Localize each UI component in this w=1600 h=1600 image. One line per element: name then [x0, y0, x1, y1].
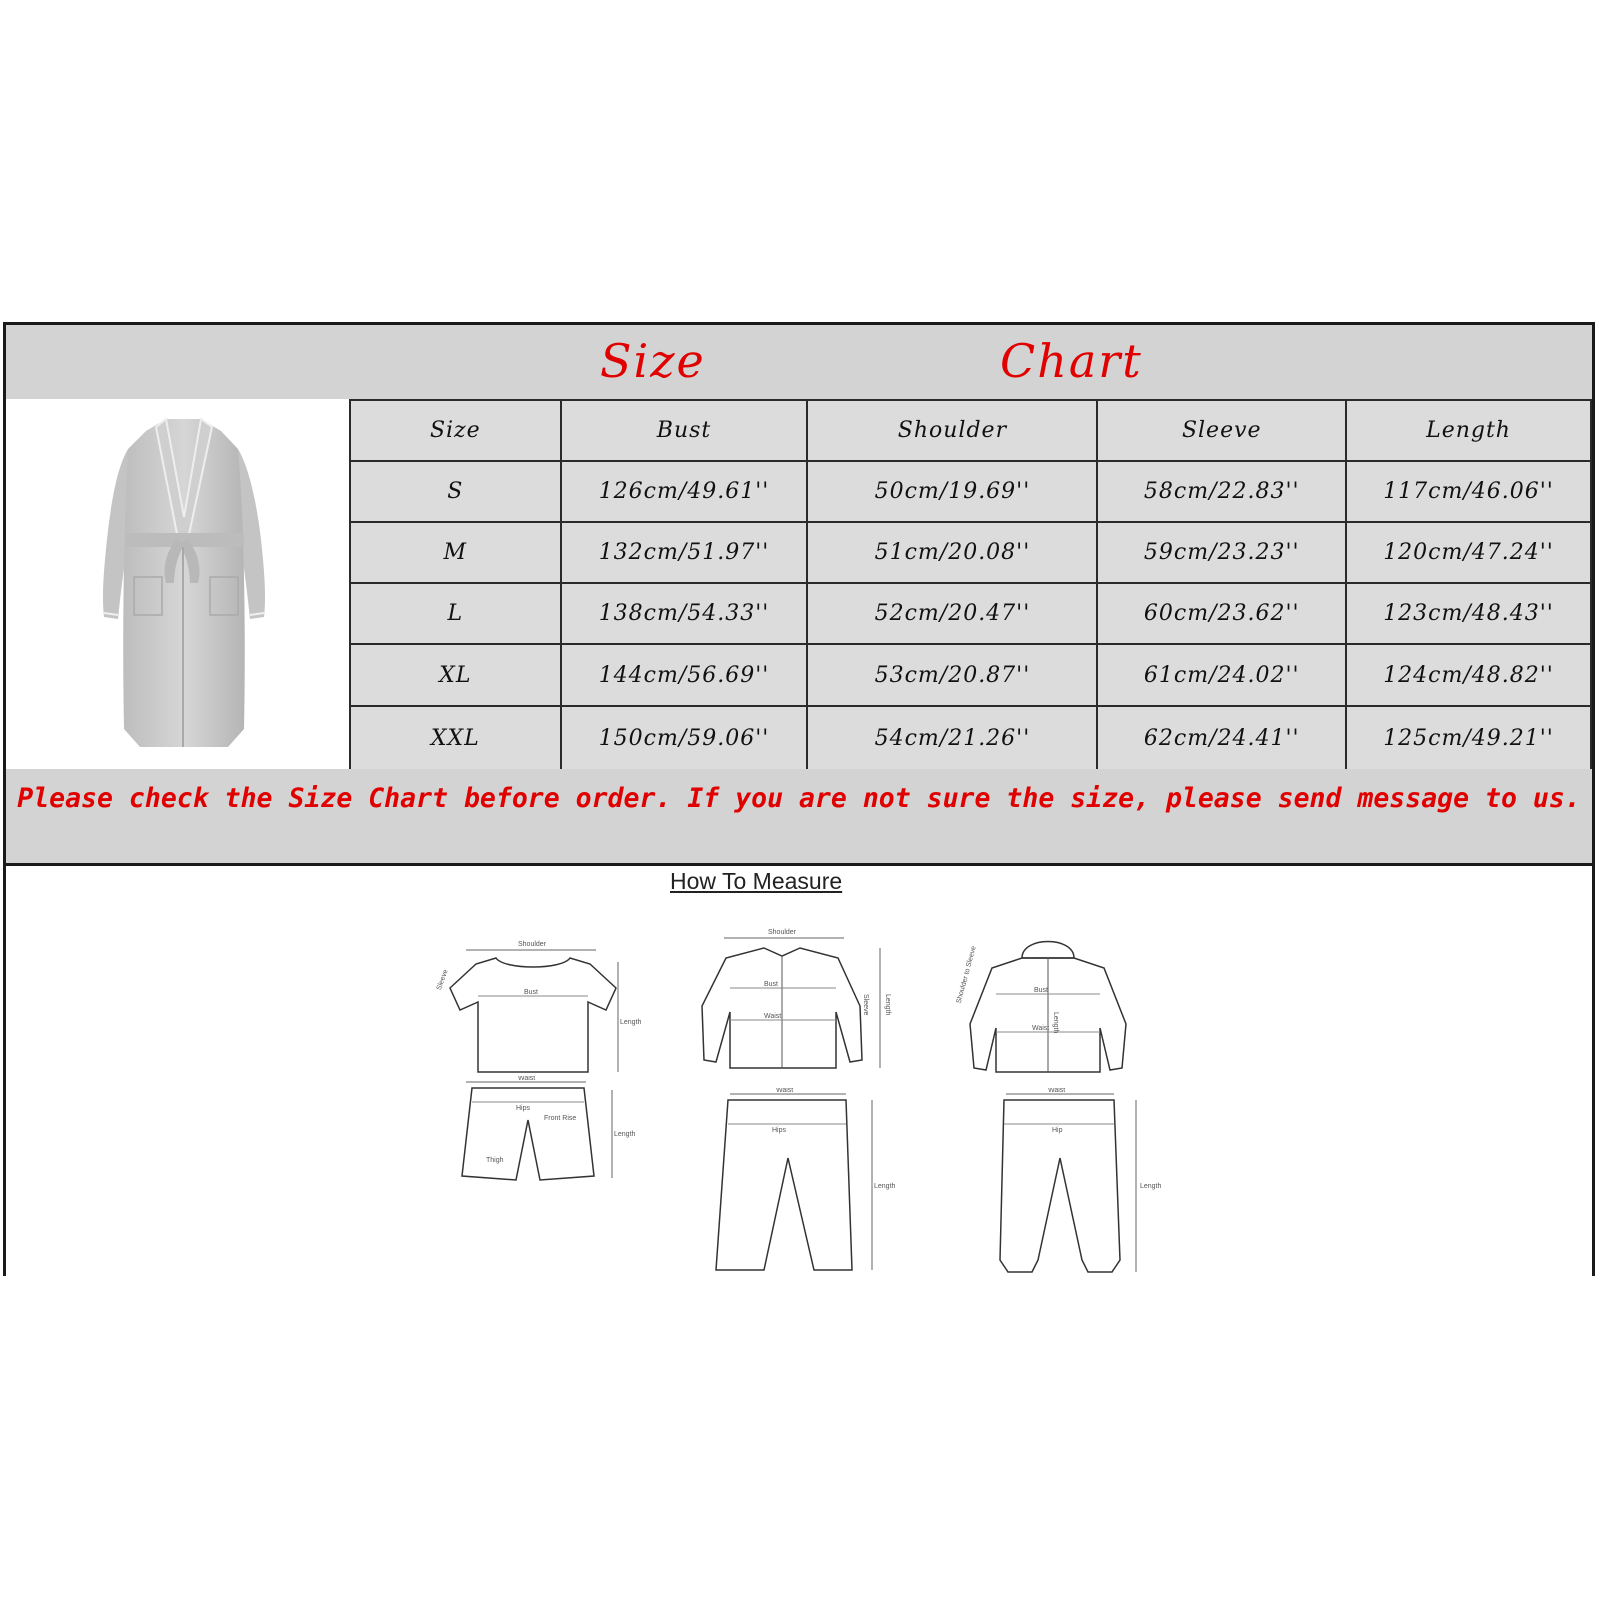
header-size: Size — [350, 400, 561, 461]
pants-waist-label: Waist — [776, 1088, 794, 1094]
product-image — [6, 399, 349, 769]
cell-length: 124cm/48.82'' — [1346, 644, 1591, 706]
cell-bust: 126cm/49.61'' — [561, 461, 808, 522]
robe-illustration — [6, 399, 349, 769]
shirt-waist-label: Waist — [764, 1013, 782, 1020]
joggers-hip-label: Hip — [1052, 1127, 1063, 1134]
shorts-waist-label: Waist — [518, 1076, 536, 1082]
cell-bust: 132cm/51.97'' — [561, 522, 808, 583]
table-row — [350, 522, 1591, 583]
shorts-front-rise-label: Front Rise — [544, 1115, 577, 1122]
header-shoulder: Shoulder — [807, 400, 1097, 461]
size-chart — [3, 322, 1595, 1276]
table-row — [350, 644, 1591, 706]
how-to-measure — [6, 863, 1592, 1276]
size-note: Please check the Size Chart before order. If you are not sure the size, please send message to us. — [6, 769, 1592, 863]
cell-bust: 150cm/59.06'' — [561, 706, 808, 770]
cell-sleeve: 61cm/24.02'' — [1097, 644, 1346, 706]
pants-length-label: Length — [874, 1183, 896, 1190]
hoodie-diagram — [956, 928, 1176, 1088]
hoodie-length-label: Length — [1052, 1012, 1059, 1034]
cell-bust: 138cm/54.33'' — [561, 583, 808, 644]
title-chart: Chart — [1000, 334, 1143, 388]
shirt-length-label: Length — [884, 994, 891, 1016]
tee-length-label: Length — [620, 1019, 642, 1026]
hoodie-waist-label: Waist — [1032, 1025, 1050, 1032]
cell-shoulder: 52cm/20.47'' — [807, 583, 1097, 644]
tee-shoulder-label: Shoulder — [518, 941, 547, 948]
shorts-thigh-label: Thigh — [486, 1157, 504, 1164]
size-table — [349, 399, 1592, 771]
cell-length: 123cm/48.43'' — [1346, 583, 1591, 644]
cell-length: 125cm/49.21'' — [1346, 706, 1591, 770]
table-header-row — [350, 400, 1591, 461]
shorts-hips-label: Hips — [516, 1105, 531, 1112]
cell-length: 120cm/47.24'' — [1346, 522, 1591, 583]
header-bust: Bust — [561, 400, 808, 461]
cell-shoulder: 54cm/21.26'' — [807, 706, 1097, 770]
title-band — [6, 325, 1592, 399]
cell-size: L — [350, 583, 561, 644]
shirt-diagram — [694, 926, 914, 1086]
table-row — [350, 583, 1591, 644]
table-row — [350, 706, 1591, 770]
hoodie-bust-label: Bust — [1034, 987, 1049, 994]
header-sleeve: Sleeve — [1097, 400, 1346, 461]
measure-title: How To Measure — [670, 868, 843, 894]
cell-length: 117cm/46.06'' — [1346, 461, 1591, 522]
tee-sleeve-label: Sleeve — [435, 968, 450, 992]
header-length: Length — [1346, 400, 1591, 461]
hoodie-shoulder-to-sleeve-label: Shoulder to Sleeve — [956, 945, 978, 1005]
pants-hips-label: Hips — [772, 1127, 787, 1134]
shirt-shoulder-label: Shoulder — [768, 929, 797, 936]
joggers-waist-label: Waist — [1048, 1088, 1066, 1094]
shorts-diagram — [436, 1076, 676, 1196]
shirt-bust-label: Bust — [764, 981, 779, 988]
cell-size: M — [350, 522, 561, 583]
cell-sleeve: 60cm/23.62'' — [1097, 583, 1346, 644]
cell-shoulder: 53cm/20.87'' — [807, 644, 1097, 706]
shorts-length-label: Length — [614, 1131, 636, 1138]
joggers-length-label: Length — [1140, 1183, 1162, 1190]
cell-sleeve: 62cm/24.41'' — [1097, 706, 1346, 770]
title-size: Size — [600, 334, 706, 388]
cell-shoulder: 50cm/19.69'' — [807, 461, 1097, 522]
cell-size: XL — [350, 644, 561, 706]
cell-shoulder: 51cm/20.08'' — [807, 522, 1097, 583]
joggers-diagram — [976, 1088, 1196, 1278]
table-row — [350, 461, 1591, 522]
shirt-sleeve-label: Sleeve — [862, 994, 869, 1016]
tshirt-diagram — [426, 936, 666, 1086]
cell-sleeve: 59cm/23.23'' — [1097, 522, 1346, 583]
cell-size: XXL — [350, 706, 561, 770]
cell-sleeve: 58cm/22.83'' — [1097, 461, 1346, 522]
cell-size: S — [350, 461, 561, 522]
tee-bust-label: Bust — [524, 989, 539, 996]
cell-bust: 144cm/56.69'' — [561, 644, 808, 706]
pants-diagram — [706, 1088, 916, 1278]
